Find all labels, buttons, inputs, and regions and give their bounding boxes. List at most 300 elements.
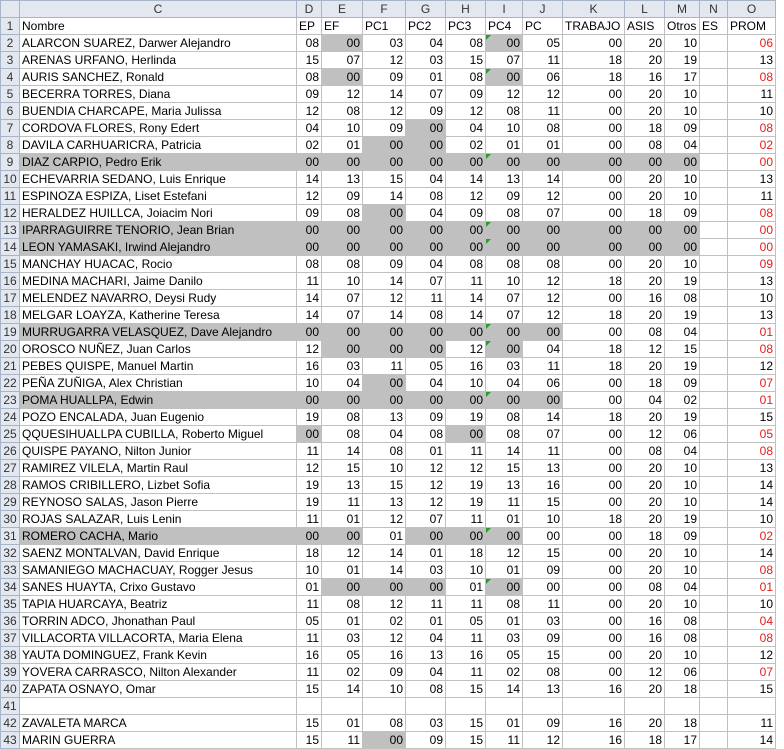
grade-cell[interactable]: 05 (297, 613, 322, 630)
grade-cell[interactable]: 04 (322, 375, 363, 392)
grade-cell[interactable]: 00 (563, 477, 625, 494)
grade-cell[interactable]: 20 (625, 596, 665, 613)
grade-cell[interactable]: 00 (486, 579, 523, 596)
student-name-cell[interactable]: PEÑA ZUÑIGA, Alex Christian (20, 375, 297, 392)
student-name-cell[interactable]: BECERRA TORRES, Diana (20, 86, 297, 103)
grade-cell[interactable]: 09 (406, 409, 446, 426)
column-header-m[interactable]: M (665, 1, 700, 18)
grade-cell[interactable]: 00 (523, 324, 563, 341)
grade-cell[interactable]: 00 (563, 239, 625, 256)
grade-cell[interactable]: 07 (322, 307, 363, 324)
grade-cell[interactable]: 16 (625, 630, 665, 647)
grade-cell[interactable]: 16 (446, 647, 486, 664)
grade-cell[interactable]: 05 (322, 647, 363, 664)
grade-cell[interactable]: 20 (625, 460, 665, 477)
grade-cell[interactable]: 00 (563, 256, 625, 273)
grade-cell[interactable]: 01 (322, 562, 363, 579)
grade-cell[interactable]: 00 (665, 154, 700, 171)
grade-cell[interactable]: 20 (625, 256, 665, 273)
column-header-d[interactable]: D (297, 1, 322, 18)
student-name-cell[interactable]: IPARRAGUIRRE TENORIO, Jean Brian (20, 222, 297, 239)
grade-cell[interactable]: 12 (523, 307, 563, 324)
grade-cell[interactable]: 20 (625, 409, 665, 426)
grade-cell[interactable]: 20 (625, 494, 665, 511)
row-number[interactable]: 22 (1, 375, 20, 392)
row-number[interactable]: 13 (1, 222, 20, 239)
grade-cell[interactable]: 16 (625, 69, 665, 86)
student-name-cell[interactable]: SAENZ MONTALVAN, David Enrique (20, 545, 297, 562)
average-cell[interactable]: 07 (728, 375, 776, 392)
grade-cell[interactable]: 05 (446, 613, 486, 630)
row-number[interactable]: 3 (1, 52, 20, 69)
grade-cell[interactable]: 00 (563, 290, 625, 307)
row-number[interactable]: 21 (1, 358, 20, 375)
grade-cell[interactable] (700, 732, 728, 749)
grade-cell[interactable] (700, 256, 728, 273)
grade-cell[interactable] (700, 171, 728, 188)
grade-cell[interactable]: 20 (625, 103, 665, 120)
column-header-j[interactable]: J (523, 1, 563, 18)
grade-cell[interactable]: 00 (563, 86, 625, 103)
header-cell[interactable]: PC1 (363, 18, 406, 35)
average-cell[interactable]: 13 (728, 52, 776, 69)
row-number[interactable]: 40 (1, 681, 20, 698)
grade-cell[interactable]: 00 (486, 528, 523, 545)
grade-cell[interactable]: 00 (297, 154, 322, 171)
grade-cell[interactable]: 00 (446, 392, 486, 409)
column-header-f[interactable]: F (363, 1, 406, 18)
grade-cell[interactable] (700, 392, 728, 409)
grade-cell[interactable]: 10 (665, 35, 700, 52)
grade-cell[interactable]: 10 (446, 375, 486, 392)
average-cell[interactable]: 10 (728, 290, 776, 307)
grade-cell[interactable]: 12 (625, 664, 665, 681)
row-number[interactable]: 28 (1, 477, 20, 494)
row-number[interactable]: 31 (1, 528, 20, 545)
row-number[interactable]: 36 (1, 613, 20, 630)
grade-cell[interactable]: 08 (486, 426, 523, 443)
grade-cell[interactable]: 01 (322, 715, 363, 732)
grade-cell[interactable]: 09 (363, 664, 406, 681)
grade-cell[interactable]: 00 (406, 324, 446, 341)
grade-cell[interactable]: 20 (625, 171, 665, 188)
grade-cell[interactable] (700, 511, 728, 528)
grade-cell[interactable]: 14 (297, 171, 322, 188)
grade-cell[interactable]: 12 (486, 545, 523, 562)
grade-cell[interactable]: 19 (297, 409, 322, 426)
row-number[interactable]: 10 (1, 171, 20, 188)
grade-cell[interactable] (700, 239, 728, 256)
grade-cell[interactable]: 14 (363, 307, 406, 324)
grade-cell[interactable]: 00 (563, 188, 625, 205)
column-header-c[interactable]: C (20, 1, 297, 18)
grade-cell[interactable]: 12 (363, 511, 406, 528)
average-cell[interactable]: 15 (728, 409, 776, 426)
grade-cell[interactable]: 08 (625, 579, 665, 596)
grade-cell[interactable]: 09 (665, 375, 700, 392)
student-name-cell[interactable]: MEDINA MACHARI, Jaime Danilo (20, 273, 297, 290)
grade-cell[interactable]: 00 (563, 120, 625, 137)
grade-cell[interactable]: 04 (523, 341, 563, 358)
grade-cell[interactable] (700, 273, 728, 290)
grade-cell[interactable]: 11 (446, 664, 486, 681)
grade-cell[interactable]: 08 (322, 256, 363, 273)
grade-cell[interactable]: 00 (665, 222, 700, 239)
grade-cell[interactable]: 18 (563, 69, 625, 86)
grade-cell[interactable]: 20 (625, 307, 665, 324)
grade-cell[interactable]: 11 (523, 443, 563, 460)
grade-cell[interactable]: 09 (523, 715, 563, 732)
grade-cell[interactable]: 18 (625, 528, 665, 545)
grade-cell[interactable]: 00 (446, 426, 486, 443)
grade-cell[interactable]: 12 (363, 103, 406, 120)
student-name-cell[interactable]: SANES HUAYTA, Crixo Gustavo (20, 579, 297, 596)
grade-cell[interactable]: 00 (446, 239, 486, 256)
grade-cell[interactable]: 08 (625, 324, 665, 341)
grade-cell[interactable]: 10 (665, 171, 700, 188)
grade-cell[interactable]: 12 (446, 460, 486, 477)
grade-cell[interactable]: 00 (297, 239, 322, 256)
row-number[interactable]: 37 (1, 630, 20, 647)
grade-cell[interactable]: 08 (446, 35, 486, 52)
grade-cell[interactable]: 07 (322, 52, 363, 69)
grade-cell[interactable]: 00 (563, 562, 625, 579)
average-cell[interactable]: 13 (728, 273, 776, 290)
grade-cell[interactable]: 16 (523, 477, 563, 494)
grade-cell[interactable]: 05 (523, 35, 563, 52)
grade-cell[interactable]: 00 (363, 392, 406, 409)
grade-cell[interactable]: 04 (486, 375, 523, 392)
grade-cell[interactable] (700, 324, 728, 341)
grade-cell[interactable]: 00 (297, 528, 322, 545)
row-number[interactable]: 16 (1, 273, 20, 290)
grade-cell[interactable]: 09 (446, 86, 486, 103)
grade-cell[interactable]: 16 (363, 647, 406, 664)
grade-cell[interactable]: 00 (322, 579, 363, 596)
average-cell[interactable]: 11 (728, 715, 776, 732)
grade-cell[interactable]: 11 (297, 273, 322, 290)
grade-cell[interactable] (700, 52, 728, 69)
grade-cell[interactable]: 12 (297, 460, 322, 477)
grade-cell[interactable] (700, 69, 728, 86)
grade-cell[interactable]: 04 (363, 426, 406, 443)
average-cell[interactable]: 13 (728, 171, 776, 188)
student-name-cell[interactable]: ROJAS SALAZAR, Luis Lenin (20, 511, 297, 528)
student-name-cell[interactable]: MELENDEZ NAVARRO, Deysi Rudy (20, 290, 297, 307)
student-name-cell[interactable]: BUENDIA CHARCAPE, Maria Julissa (20, 103, 297, 120)
row-number[interactable]: 33 (1, 562, 20, 579)
grade-cell[interactable]: 20 (625, 681, 665, 698)
grade-cell[interactable]: 11 (523, 103, 563, 120)
grade-cell[interactable]: 00 (486, 239, 523, 256)
average-cell[interactable] (728, 698, 776, 715)
grade-cell[interactable]: 18 (297, 545, 322, 562)
row-number[interactable]: 26 (1, 443, 20, 460)
grade-cell[interactable]: 10 (322, 273, 363, 290)
grade-cell[interactable]: 10 (665, 86, 700, 103)
grade-cell[interactable]: 16 (625, 290, 665, 307)
grade-cell[interactable]: 13 (486, 477, 523, 494)
grade-cell[interactable]: 03 (523, 613, 563, 630)
grade-cell[interactable]: 16 (297, 647, 322, 664)
grade-cell[interactable]: 07 (486, 290, 523, 307)
average-cell[interactable]: 02 (728, 137, 776, 154)
grade-cell[interactable] (700, 188, 728, 205)
grade-cell[interactable]: 02 (363, 613, 406, 630)
grade-cell[interactable]: 04 (297, 120, 322, 137)
grade-cell[interactable]: 11 (322, 732, 363, 749)
grade-cell[interactable]: 07 (406, 511, 446, 528)
student-name-cell[interactable]: MELGAR LOAYZA, Katherine Teresa (20, 307, 297, 324)
grade-cell[interactable]: 00 (523, 239, 563, 256)
grade-cell[interactable]: 13 (486, 171, 523, 188)
average-cell[interactable]: 02 (728, 528, 776, 545)
grade-cell[interactable]: 19 (297, 477, 322, 494)
student-name-cell[interactable]: TORRIN ADCO, Jhonathan Paul (20, 613, 297, 630)
grade-cell[interactable]: 03 (322, 358, 363, 375)
row-number[interactable]: 15 (1, 256, 20, 273)
grade-cell[interactable]: 13 (363, 409, 406, 426)
grade-cell[interactable]: 10 (665, 596, 700, 613)
grade-cell[interactable]: 00 (523, 392, 563, 409)
grade-cell[interactable]: 11 (297, 511, 322, 528)
grade-cell[interactable]: 01 (363, 528, 406, 545)
grade-cell[interactable]: 00 (563, 205, 625, 222)
grade-cell[interactable]: 15 (665, 341, 700, 358)
row-number[interactable]: 34 (1, 579, 20, 596)
grade-cell[interactable]: 15 (523, 647, 563, 664)
grade-cell[interactable]: 12 (486, 86, 523, 103)
grade-cell[interactable]: 12 (406, 460, 446, 477)
grade-cell[interactable]: 19 (665, 273, 700, 290)
grade-cell[interactable]: 12 (322, 545, 363, 562)
row-number[interactable]: 42 (1, 715, 20, 732)
grade-cell[interactable]: 00 (486, 341, 523, 358)
grade-cell[interactable]: 03 (406, 715, 446, 732)
grade-cell[interactable] (700, 698, 728, 715)
grade-cell[interactable]: 10 (486, 273, 523, 290)
grade-cell[interactable]: 19 (446, 477, 486, 494)
grade-cell[interactable]: 07 (486, 307, 523, 324)
grade-cell[interactable]: 11 (523, 358, 563, 375)
grade-cell[interactable]: 18 (665, 681, 700, 698)
grade-cell[interactable]: 00 (563, 443, 625, 460)
grade-cell[interactable] (297, 698, 322, 715)
grade-cell[interactable]: 00 (563, 375, 625, 392)
average-cell[interactable]: 08 (728, 562, 776, 579)
grade-cell[interactable]: 18 (625, 732, 665, 749)
row-number[interactable]: 18 (1, 307, 20, 324)
average-cell[interactable]: 14 (728, 494, 776, 511)
grade-cell[interactable]: 04 (406, 630, 446, 647)
grade-cell[interactable]: 16 (625, 613, 665, 630)
grade-cell[interactable]: 15 (446, 52, 486, 69)
student-name-cell[interactable]: RAMOS CRIBILLERO, Lizbet Sofia (20, 477, 297, 494)
average-cell[interactable]: 00 (728, 222, 776, 239)
average-cell[interactable]: 12 (728, 358, 776, 375)
grade-cell[interactable]: 00 (563, 154, 625, 171)
grade-cell[interactable]: 12 (363, 290, 406, 307)
grade-cell[interactable] (700, 596, 728, 613)
grade-cell[interactable]: 09 (322, 188, 363, 205)
grade-cell[interactable]: 01 (486, 511, 523, 528)
student-name-cell[interactable]: YAUTA DOMINGUEZ, Frank Kevin (20, 647, 297, 664)
average-cell[interactable]: 05 (728, 426, 776, 443)
grade-cell[interactable]: 18 (446, 545, 486, 562)
grade-cell[interactable]: 10 (297, 375, 322, 392)
student-name-cell[interactable]: ZAVALETA MARCA (20, 715, 297, 732)
grade-cell[interactable]: 14 (297, 290, 322, 307)
grade-cell[interactable]: 08 (625, 137, 665, 154)
average-cell[interactable]: 01 (728, 392, 776, 409)
row-number[interactable]: 19 (1, 324, 20, 341)
grade-cell[interactable]: 07 (322, 290, 363, 307)
average-cell[interactable]: 06 (728, 35, 776, 52)
grade-cell[interactable] (700, 290, 728, 307)
grade-cell[interactable]: 08 (446, 256, 486, 273)
row-number[interactable]: 9 (1, 154, 20, 171)
grade-cell[interactable]: 11 (523, 52, 563, 69)
grade-cell[interactable]: 04 (406, 256, 446, 273)
grade-cell[interactable] (700, 86, 728, 103)
grade-cell[interactable] (700, 103, 728, 120)
grade-cell[interactable]: 09 (665, 205, 700, 222)
header-cell[interactable]: Nombre (20, 18, 297, 35)
grade-cell[interactable]: 15 (297, 715, 322, 732)
student-name-cell[interactable]: POMA HUALLPA, Edwin (20, 392, 297, 409)
header-cell[interactable]: EF (322, 18, 363, 35)
grade-cell[interactable]: 10 (363, 460, 406, 477)
grade-cell[interactable]: 20 (625, 273, 665, 290)
grade-cell[interactable]: 00 (446, 154, 486, 171)
grade-cell[interactable]: 20 (625, 358, 665, 375)
average-cell[interactable]: 00 (728, 239, 776, 256)
column-header-g[interactable]: G (406, 1, 446, 18)
grade-cell[interactable]: 01 (322, 137, 363, 154)
grade-cell[interactable]: 11 (446, 273, 486, 290)
grade-cell[interactable]: 07 (523, 205, 563, 222)
grade-cell[interactable]: 01 (486, 715, 523, 732)
grade-cell[interactable]: 14 (297, 307, 322, 324)
student-name-cell[interactable]: ROMERO CACHA, Mario (20, 528, 297, 545)
grade-cell[interactable]: 03 (406, 562, 446, 579)
row-number[interactable]: 30 (1, 511, 20, 528)
grade-cell[interactable] (700, 613, 728, 630)
grade-cell[interactable]: 00 (406, 239, 446, 256)
grade-cell[interactable]: 13 (523, 460, 563, 477)
grade-cell[interactable]: 11 (406, 290, 446, 307)
grade-cell[interactable]: 08 (486, 256, 523, 273)
grade-cell[interactable]: 15 (486, 460, 523, 477)
average-cell[interactable]: 09 (728, 256, 776, 273)
header-cell[interactable]: Otros (665, 18, 700, 35)
grade-cell[interactable] (363, 698, 406, 715)
grade-cell[interactable]: 11 (406, 596, 446, 613)
grade-cell[interactable]: 00 (322, 239, 363, 256)
grade-cell[interactable]: 12 (446, 341, 486, 358)
grade-cell[interactable] (665, 698, 700, 715)
average-cell[interactable]: 08 (728, 443, 776, 460)
grade-cell[interactable] (700, 460, 728, 477)
grade-cell[interactable]: 11 (486, 732, 523, 749)
grade-cell[interactable]: 07 (523, 426, 563, 443)
row-number[interactable]: 38 (1, 647, 20, 664)
grade-cell[interactable] (700, 664, 728, 681)
header-cell[interactable]: PC2 (406, 18, 446, 35)
grade-cell[interactable]: 10 (665, 477, 700, 494)
grade-cell[interactable]: 08 (406, 681, 446, 698)
average-cell[interactable]: 13 (728, 307, 776, 324)
student-name-cell[interactable]: MANCHAY HUACAC, Rocio (20, 256, 297, 273)
grade-cell[interactable] (486, 698, 523, 715)
grade-cell[interactable]: 00 (563, 222, 625, 239)
grade-cell[interactable]: 12 (363, 596, 406, 613)
grade-cell[interactable]: 00 (523, 154, 563, 171)
grade-cell[interactable]: 10 (665, 460, 700, 477)
student-name-cell[interactable]: ESPINOZA ESPIZA, Liset Estefani (20, 188, 297, 205)
grade-cell[interactable]: 18 (563, 358, 625, 375)
grade-cell[interactable] (700, 222, 728, 239)
grade-cell[interactable] (322, 698, 363, 715)
average-cell[interactable]: 14 (728, 477, 776, 494)
grade-cell[interactable]: 14 (363, 273, 406, 290)
grade-cell[interactable]: 08 (486, 409, 523, 426)
average-cell[interactable]: 11 (728, 86, 776, 103)
grade-cell[interactable]: 00 (563, 324, 625, 341)
grade-cell[interactable]: 00 (486, 222, 523, 239)
header-cell[interactable]: EP (297, 18, 322, 35)
grade-cell[interactable]: 01 (406, 613, 446, 630)
grade-cell[interactable]: 18 (625, 205, 665, 222)
grade-cell[interactable]: 08 (297, 35, 322, 52)
student-name-cell[interactable]: POZO ENCALADA, Juan Eugenio (20, 409, 297, 426)
student-name-cell[interactable]: MARIN GUERRA (20, 732, 297, 749)
grade-cell[interactable]: 12 (406, 477, 446, 494)
grade-cell[interactable]: 19 (665, 307, 700, 324)
grade-cell[interactable]: 00 (297, 392, 322, 409)
grade-cell[interactable]: 12 (297, 188, 322, 205)
row-number[interactable]: 12 (1, 205, 20, 222)
grade-cell[interactable]: 01 (406, 443, 446, 460)
grade-cell[interactable]: 11 (297, 664, 322, 681)
row-number[interactable]: 32 (1, 545, 20, 562)
average-cell[interactable]: 10 (728, 103, 776, 120)
grade-cell[interactable]: 00 (563, 647, 625, 664)
column-header-n[interactable]: N (700, 1, 728, 18)
grade-cell[interactable] (700, 528, 728, 545)
grade-cell[interactable]: 20 (625, 562, 665, 579)
grade-cell[interactable]: 15 (322, 460, 363, 477)
average-cell[interactable]: 15 (728, 681, 776, 698)
grade-cell[interactable]: 09 (523, 630, 563, 647)
grade-cell[interactable]: 00 (625, 222, 665, 239)
student-name-cell[interactable]: ARENAS URFANO, Herlinda (20, 52, 297, 69)
average-cell[interactable]: 10 (728, 596, 776, 613)
grade-cell[interactable] (700, 358, 728, 375)
grade-cell[interactable] (700, 477, 728, 494)
grade-cell[interactable]: 14 (523, 171, 563, 188)
header-cell[interactable]: PROM (728, 18, 776, 35)
grade-cell[interactable]: 05 (486, 647, 523, 664)
row-number[interactable]: 20 (1, 341, 20, 358)
grade-cell[interactable]: 15 (297, 52, 322, 69)
grade-cell[interactable]: 12 (625, 341, 665, 358)
grade-cell[interactable]: 12 (523, 188, 563, 205)
grade-cell[interactable]: 00 (406, 579, 446, 596)
grade-cell[interactable]: 00 (563, 664, 625, 681)
grade-cell[interactable]: 04 (406, 375, 446, 392)
grade-cell[interactable]: 02 (322, 664, 363, 681)
